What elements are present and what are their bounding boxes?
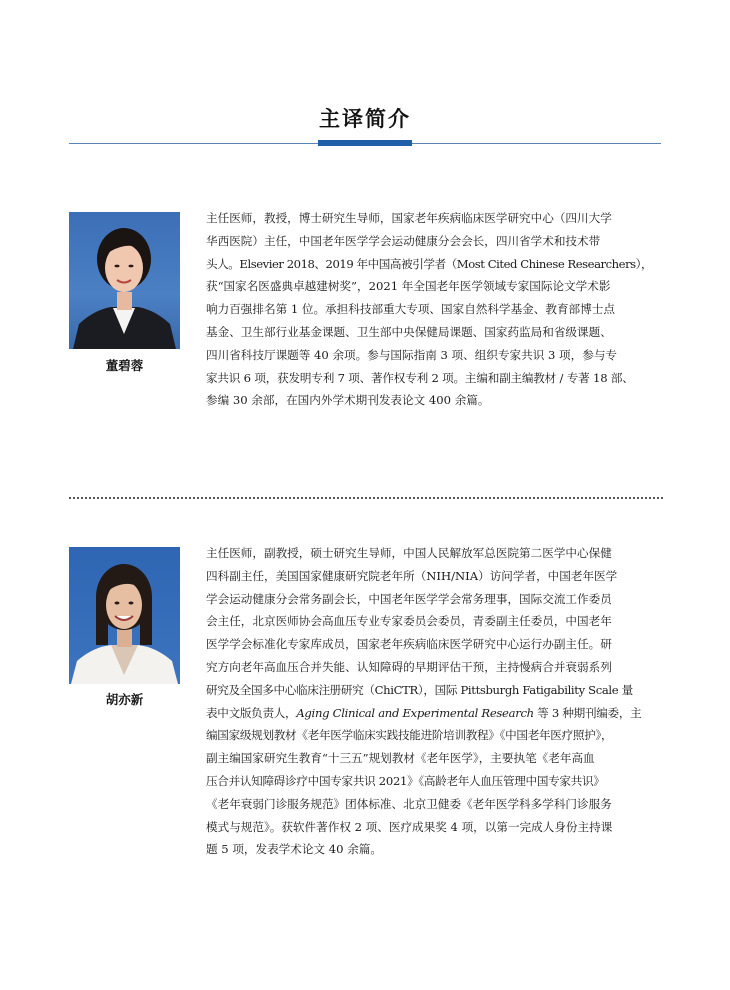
bio-line: 医学学会标准化专家库成员，国家老年疾病临床医学研究中心运行办副主任。研 <box>206 637 612 652</box>
bio-line: 家共识 6 项，获发明专利 7 项、著作权专利 2 项。主编和副主编教材 / 专著 18 部、 <box>206 370 634 385</box>
translator-bio <box>206 207 664 412</box>
bio-text: 表中文版负责人， <box>206 705 297 720</box>
bio-line: 研究及全国多中心临床注册研究（ChiCTR），国际 Pittsburgh Fatigability Scale 量 <box>206 682 633 697</box>
translator-bio <box>206 542 664 861</box>
bio-line: 副主编国家研究生教育“十三五”规划教材《老年医学》，主要执笔《老年高血 <box>206 751 595 766</box>
bio-line: 基金、卫生部行业基金课题、卫生部中央保健局课题、国家药监局和省级课题、 <box>206 324 612 339</box>
bio-line: 获“国家名医盛典卓越建树奖”，2021 年全国老年医学领域专家国际论文学术影 <box>206 279 611 294</box>
bio-line: 四科副主任，美国国家健康研究院老年所（NIH/NIA）访问学者，中国老年医学 <box>206 568 618 583</box>
page-title: 主译简介 <box>319 107 411 131</box>
bio-line: 主任医师，副教授，硕士研究生导师，中国人民解放军总医院第二医学中心保健 <box>206 546 612 560</box>
translator-photo <box>69 212 180 349</box>
bio-line: 学会运动健康分会常务副会长，中国老年医学学会常务理事，国际交流工作委员 <box>206 591 612 606</box>
bio-line <box>206 702 664 725</box>
bio-line: 题 5 项，发表学术论文 40 余篇。 <box>206 842 382 857</box>
bio-line: 编国家级规划教材《老年医学临床实践技能进阶培训教程》《中国老年医疗照护》， <box>206 728 613 743</box>
translator-name: 胡亦新 <box>105 692 144 707</box>
title-accent-bar <box>318 140 412 146</box>
bio-line: 会主任，北京医师协会高血压专业专家委员会委员，青委副主任委员，中国老年 <box>206 614 612 629</box>
bio-line: 四川省科技厅课题等 40 余项。参与国际指南 3 项、组织专家共识 3 项，参与专 <box>206 347 618 362</box>
bio-line: 模式与规范》。获软件著作权 2 项、医疗成果奖 4 项，以第一完成人身份主持课 <box>206 819 613 834</box>
bio-line: 头人。Elsevier 2018、2019 年中国高被引学者（Most Cited Chinese Researchers）， <box>206 256 653 271</box>
section-separator <box>69 497 663 499</box>
bio-line: 参编 30 余部，在国内外学术期刊发表论文 400 余篇。 <box>206 393 490 408</box>
translator-name: 董碧蓉 <box>105 358 144 373</box>
bio-text: 等 3 种期刊编委，主 <box>533 705 642 720</box>
bio-line: 究方向老年高血压合并失能、认知障碍的早期评估干预，主持慢病合并衰弱系列 <box>206 659 612 674</box>
bio-line: 响力百强排名第 1 位。承担科技部重大专项、国家自然科学基金、教育部博士点 <box>206 302 615 317</box>
journal-title: Aging Clinical and Experimental Research <box>296 705 534 720</box>
bio-line: 主任医师，教授，博士研究生导师，国家老年疾病临床医学研究中心（四川大学 <box>206 211 612 225</box>
bio-line: 压合并认知障碍诊疗中国专家共识 2021》《高龄老年人血压管理中国专家共识》 <box>206 773 605 788</box>
bio-line: 《老年衰弱门诊服务规范》团体标准、北京卫健委《老年医学科多学科门诊服务 <box>206 796 612 811</box>
translator-photo <box>69 547 180 684</box>
bio-line: 华西医院）主任，中国老年医学学会运动健康分会会长，四川省学术和技术带 <box>206 233 601 248</box>
